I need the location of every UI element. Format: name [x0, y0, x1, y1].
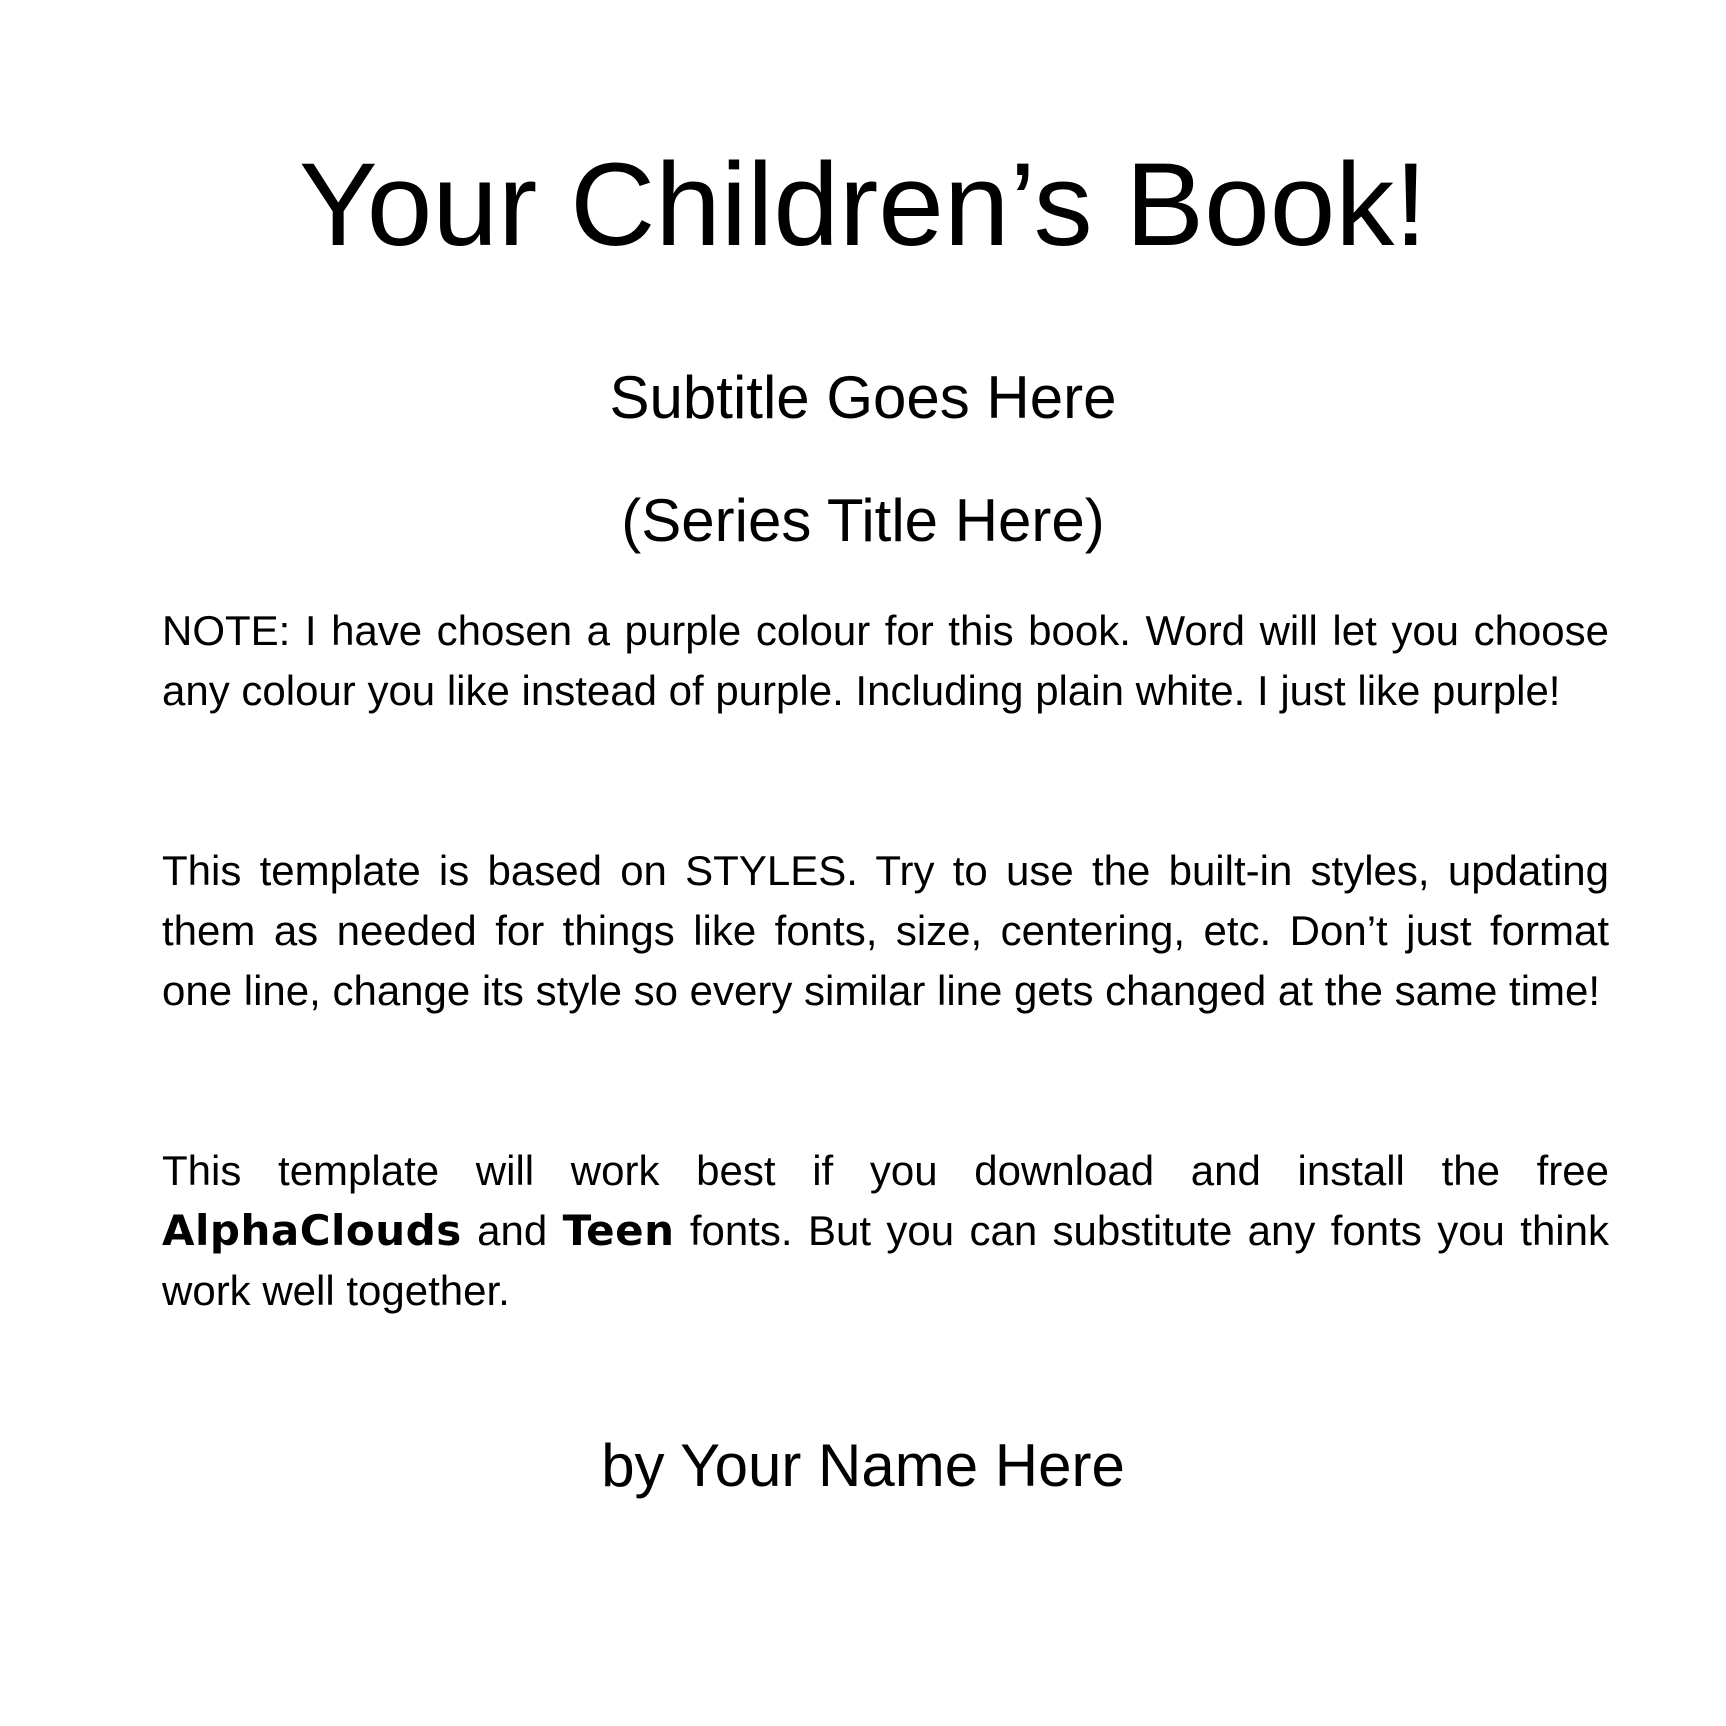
series-title: (Series Title Here): [621, 487, 1105, 554]
note-fonts-text-1: This template will work best if you download and install the free: [162, 1147, 1609, 1194]
book-subtitle: Subtitle Goes Here: [609, 364, 1117, 431]
font-name-alphaclouds: AlphaClouds: [162, 1206, 462, 1255]
note-paragraph-colour: NOTE: I have chosen a purple colour for this book. Word will let you choose any colour you like instead of purple. Including plain white. I just like purple!: [162, 607, 1609, 714]
note-paragraph-styles: This template is based on STYLES. Try to use the built-in styles, updating them as needed for things like fonts, size, centering, etc. Don’t just format one line, change its style so every similar line gets changed at the same time!: [162, 847, 1609, 1014]
book-title: Your Children’s Book!: [298, 139, 1428, 271]
note-fonts-text-3: fonts. But you can substitute any fonts you think work well together.: [162, 1207, 1609, 1314]
note-paragraph-fonts: [162, 1141, 1609, 1321]
font-name-teen: Teen: [562, 1206, 675, 1255]
author-byline: by Your Name Here: [601, 1432, 1125, 1499]
note-fonts-text-2: and: [461, 1207, 563, 1254]
